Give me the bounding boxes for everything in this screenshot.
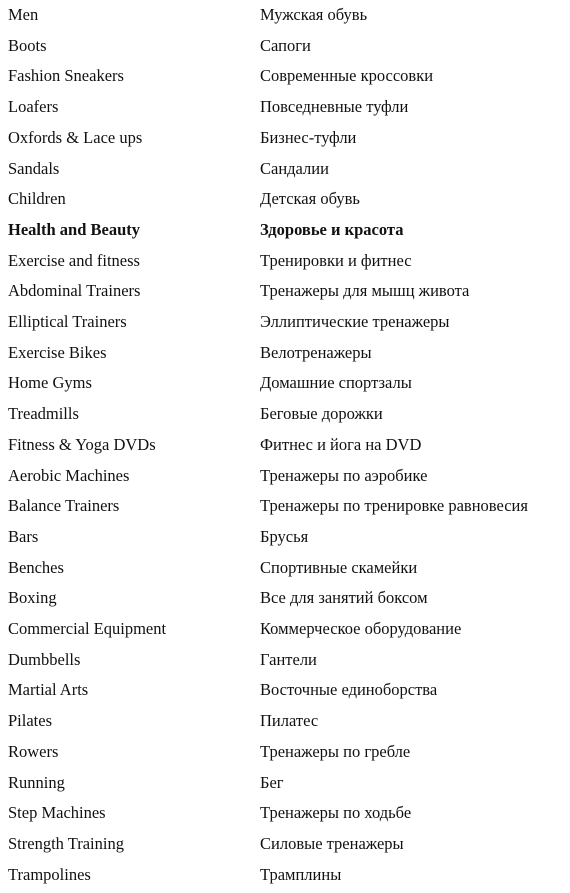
- english-term: Oxfords & Lace ups: [8, 127, 143, 147]
- glossary-row: [0, 368, 570, 398]
- english-term: Exercise Bikes: [8, 342, 107, 362]
- english-term: Boxing: [8, 588, 57, 608]
- english-term: Children: [8, 189, 66, 209]
- glossary-row: [0, 553, 570, 583]
- glossary-row: [0, 430, 570, 460]
- russian-term: Бег: [260, 772, 284, 792]
- glossary-row: [0, 92, 570, 122]
- glossary-row: [0, 675, 570, 705]
- english-term: Boots: [8, 35, 47, 55]
- english-term: Abdominal Trainers: [8, 281, 141, 301]
- glossary-row: [0, 491, 570, 521]
- glossary-row: [0, 737, 570, 767]
- russian-term: Все для занятий боксом: [260, 588, 428, 608]
- glossary-row: [0, 798, 570, 828]
- english-term: Commercial Equipment: [8, 619, 167, 638]
- russian-term: Фитнес и йога на DVD: [260, 434, 422, 454]
- russian-term: Велотренажеры: [260, 342, 372, 362]
- glossary-row: [0, 706, 570, 736]
- russian-term: Трамплины: [260, 864, 342, 884]
- english-term: Fitness & Yoga DVDs: [8, 434, 156, 454]
- glossary-row: [0, 583, 570, 613]
- russian-term: Домашние спортзалы: [260, 373, 412, 393]
- glossary-row: [0, 522, 570, 552]
- russian-term: Силовые тренажеры: [260, 833, 404, 853]
- russian-term: Тренажеры по аэробике: [260, 465, 428, 485]
- english-term: Health and Beauty: [8, 219, 141, 239]
- russian-term: Сандалии: [260, 158, 329, 178]
- russian-term: Спортивные скамейки: [260, 557, 418, 577]
- russian-term: Тренажеры по тренировке равновесия: [260, 496, 528, 516]
- russian-term: Восточные единоборства: [260, 680, 438, 700]
- russian-term: Тренажеры для мышц живота: [260, 281, 470, 301]
- glossary-row: [0, 614, 570, 644]
- english-term: Treadmills: [8, 404, 79, 424]
- english-term: Strength Training: [8, 833, 124, 853]
- russian-term: Тренажеры по гребле: [260, 741, 411, 761]
- english-term: Step Machines: [8, 803, 106, 823]
- english-term: Sandals: [8, 158, 60, 178]
- russian-term: Коммерческое оборудование: [260, 619, 462, 638]
- russian-term: Повседневные туфли: [260, 97, 409, 117]
- english-term: Trampolines: [8, 864, 91, 884]
- english-term: Bars: [8, 526, 39, 546]
- english-term: Aerobic Machines: [8, 465, 130, 485]
- english-term: Dumbbells: [8, 649, 81, 669]
- english-term: Martial Arts: [8, 680, 89, 700]
- russian-term: Гантели: [260, 649, 317, 669]
- russian-term: Беговые дорожки: [260, 404, 383, 424]
- russian-term: Детская обувь: [260, 189, 360, 209]
- glossary-row: [0, 184, 570, 214]
- glossary-row: [0, 31, 570, 61]
- english-term: Home Gyms: [8, 373, 92, 393]
- glossary-row: [0, 829, 570, 859]
- english-term: Men: [8, 5, 39, 24]
- english-term: Running: [8, 772, 65, 792]
- glossary-row: [0, 860, 570, 890]
- english-term: Elliptical Trainers: [8, 312, 127, 331]
- english-term: Balance Trainers: [8, 496, 120, 516]
- russian-term: Брусья: [260, 526, 309, 546]
- english-term: Fashion Sneakers: [8, 66, 124, 86]
- glossary-section-heading: [0, 215, 570, 245]
- glossary-row: [0, 154, 570, 184]
- glossary-row: [0, 246, 570, 276]
- russian-term: Здоровье и красота: [260, 219, 404, 239]
- glossary-row: [0, 0, 570, 30]
- russian-term: Мужская обувь: [260, 5, 368, 24]
- english-term: Loafers: [8, 97, 59, 117]
- english-term: Benches: [8, 557, 64, 577]
- glossary-row: [0, 61, 570, 91]
- glossary-row: [0, 461, 570, 491]
- glossary-row: [0, 307, 570, 337]
- glossary-row: [0, 645, 570, 675]
- glossary-row: [0, 768, 570, 798]
- russian-term: Пилатес: [260, 711, 319, 731]
- glossary-row: [0, 399, 570, 429]
- russian-term: Бизнес-туфли: [260, 127, 357, 147]
- russian-term: Эллиптические тренажеры: [260, 312, 450, 331]
- glossary-row: [0, 338, 570, 368]
- english-term: Rowers: [8, 741, 59, 761]
- glossary-row: [0, 123, 570, 153]
- russian-term: Современные кроссовки: [260, 66, 434, 86]
- russian-term: Тренажеры по ходьбе: [260, 803, 412, 823]
- russian-term: Тренировки и фитнес: [260, 250, 412, 270]
- english-term: Pilates: [8, 711, 52, 731]
- glossary-row: [0, 276, 570, 306]
- russian-term: Сапоги: [260, 35, 311, 55]
- english-term: Exercise and fitness: [8, 250, 140, 270]
